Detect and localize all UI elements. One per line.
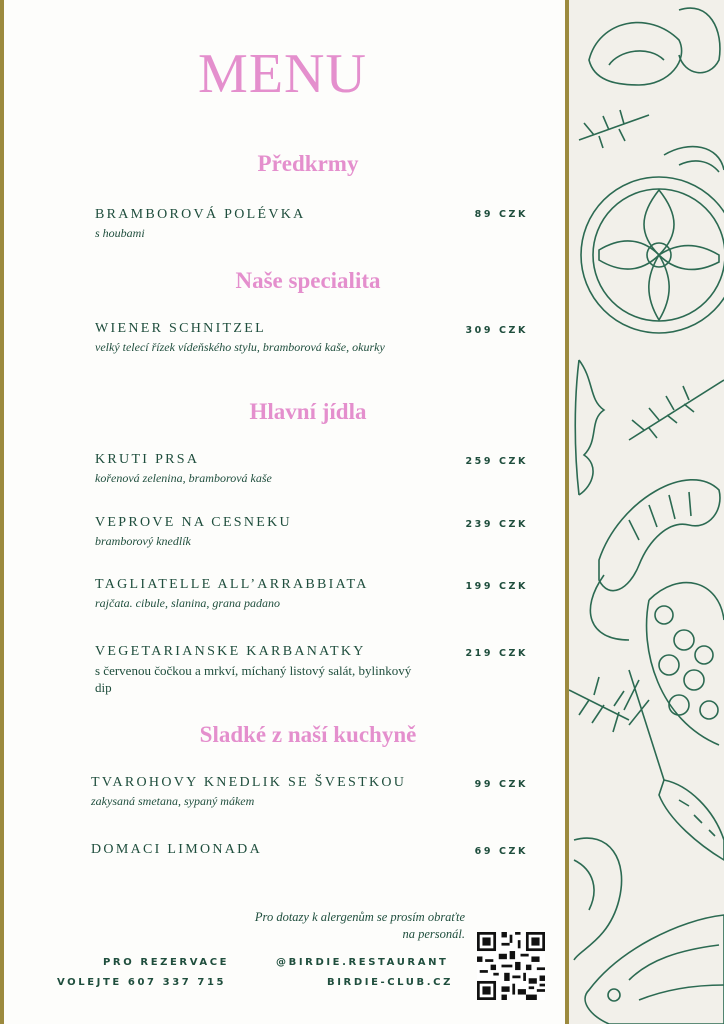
website-link[interactable]: BIRDIE-CLUB.CZ <box>327 977 453 988</box>
reservation-label: PRO REZERVACE <box>103 957 230 968</box>
item-price: 219 CZK <box>465 648 528 659</box>
item-price: 99 CZK <box>474 779 528 790</box>
item-price: 69 CZK <box>474 846 528 857</box>
item-description: velký telecí řízek vídeňského stylu, bramborová kaše, okurky <box>95 340 385 354</box>
item-description: bramborový knedlík <box>95 534 191 548</box>
item-name: KRUTI PRSA <box>95 452 200 467</box>
item-price: 199 CZK <box>465 581 528 592</box>
item-price: 89 CZK <box>474 209 528 220</box>
section-heading-hlavni-jidla: Hlavní jídla <box>249 399 367 424</box>
allergen-note: Pro dotazy k alergenům se prosím obraťte na personál. <box>254 910 465 941</box>
item-description: rajčata. cibule, slanina, grana padano <box>95 596 280 610</box>
item-description: kořenová zelenina, bramborová kaše <box>95 471 272 485</box>
section-heading-predkrmy: Předkrmy <box>257 151 359 176</box>
menu-title: MENU <box>198 43 367 105</box>
instagram-handle[interactable]: @BIRDIE.RESTAURANT <box>276 957 449 968</box>
item-price: 259 CZK <box>465 456 528 467</box>
section-heading-specialita: Naše specialita <box>235 268 381 293</box>
item-name: VEGETARIANSKE KARBANATKY <box>95 644 366 659</box>
item-price: 239 CZK <box>465 519 528 530</box>
item-name: BRAMBOROVÁ POLÉVKA <box>95 207 306 222</box>
item-name: WIENER SCHNITZEL <box>95 321 266 336</box>
item-name: TVAROHOVY KNEDLIK SE ŠVESTKOU <box>91 775 407 790</box>
item-description: s houbami <box>95 226 145 240</box>
item-description: zakysaná smetana, sypaný mákem <box>91 794 255 808</box>
item-name: TAGLIATELLE ALL’ARRABBIATA <box>95 577 369 592</box>
item-name: VEPROVE NA CESNEKU <box>95 515 292 530</box>
item-name: DOMACI LIMONADA <box>91 842 262 857</box>
item-description: s červenou čočkou a mrkví, míchaný listový salát, bylinkový dip <box>95 663 412 695</box>
item-price: 309 CZK <box>465 325 528 336</box>
reservation-phone: VOLEJTE 607 337 715 <box>57 977 227 988</box>
section-heading-sladke: Sladké z naší kuchyně <box>199 722 417 747</box>
qr-code-icon[interactable] <box>477 932 545 1000</box>
